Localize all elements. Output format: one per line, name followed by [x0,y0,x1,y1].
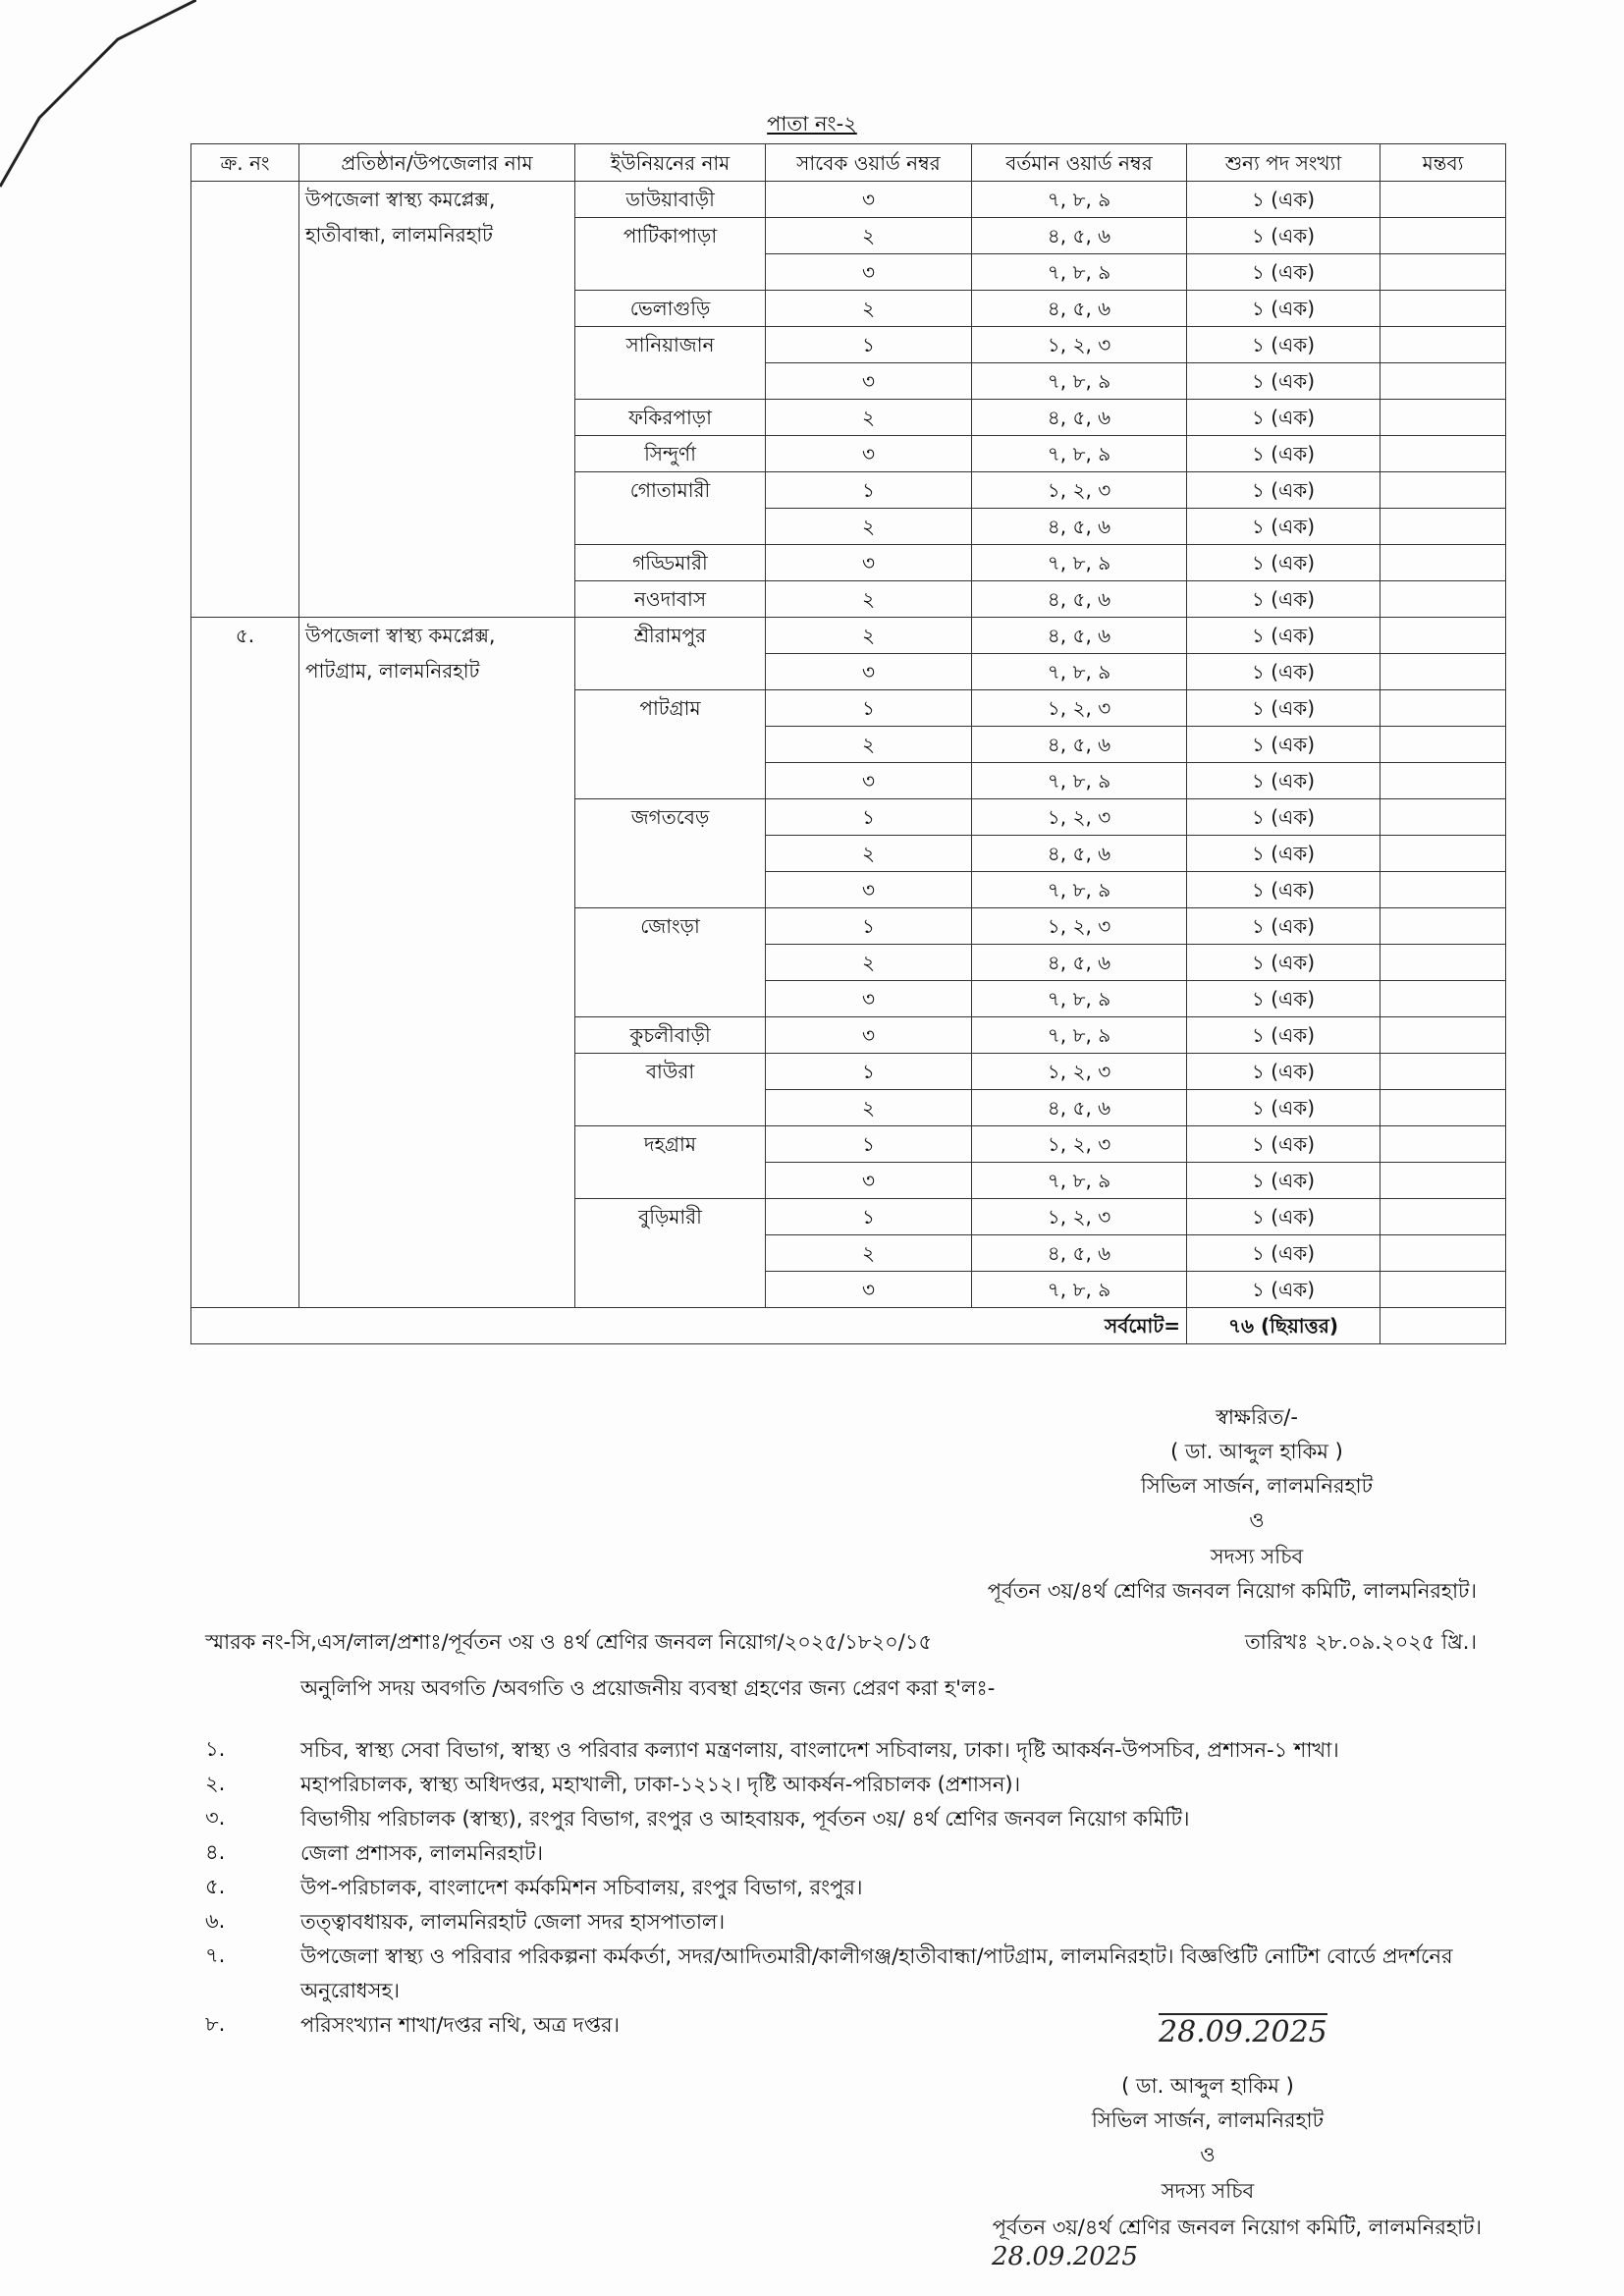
new-ward-cell: ১, ২, ৩ [972,1126,1187,1163]
vacancy-cell: ১ (এক) [1187,1163,1380,1199]
union-cell: পাটিকাপাড়া [575,218,766,291]
copy-item-number: ১. [205,1737,226,1761]
remarks-cell [1380,291,1506,327]
union-cell: সিন্দুর্ণা [575,436,766,472]
institution-cell: উপজেলা স্বাস্থ্য কমপ্লেক্স, হাতীবান্ধা, লালমনিরহাট [299,182,575,618]
table-row [191,618,1506,654]
vacancy-cell: ১ (এক) [1187,1090,1380,1126]
new-ward-cell: ৭, ৮, ৯ [972,182,1187,218]
remarks-cell [1380,872,1506,908]
new-ward-cell: ৭, ৮, ৯ [972,981,1187,1017]
header-serial: ক্র. নং [191,144,299,182]
remarks-cell [1380,1163,1506,1199]
new-ward-cell: ৭, ৮, ৯ [972,254,1187,291]
old-ward-cell: ২ [766,727,972,763]
new-ward-cell: ৪, ৫, ৬ [972,581,1187,618]
total-value: ৭৬ (ছিয়াত্তর) [1187,1308,1380,1344]
union-cell: নওদাবাস [575,581,766,618]
signatory2-title: সিভিল সার্জন, লালমনিরহাট [1091,2108,1325,2132]
copy-item-text: মহাপরিচালক, স্বাস্থ্য অধিদপ্তর, মহাখালী, ঢাকা-১২১২। দৃষ্টি আকর্ষন-পরিচালক (প্রশাসন)। [300,1773,1021,1796]
remarks-cell [1380,436,1506,472]
remarks-cell [1380,763,1506,799]
vacancy-table [190,143,1506,1344]
signatory-name: ( ডা. আব্দুল হাকিম ) [1170,1440,1343,1463]
remarks-cell [1380,363,1506,400]
header-institution: প্রতিষ্ঠান/উপজেলার নাম [299,144,575,182]
vacancy-cell: ১ (এক) [1187,799,1380,836]
old-ward-cell: ৩ [766,1163,972,1199]
remarks-cell [1380,908,1506,945]
old-ward-cell: ১ [766,1126,972,1163]
total-row [191,1308,1506,1344]
old-ward-cell: ৩ [766,545,972,581]
scan-fold-mark [0,0,196,196]
union-cell: পাটগ্রাম [575,690,766,799]
union-cell: বাউরা [575,1054,766,1126]
remarks-cell [1380,1054,1506,1090]
new-ward-cell: ৭, ৮, ৯ [972,1017,1187,1054]
copy-item-text: তত্ত্বাবধায়ক, লালমনিরহাট জেলা সদর হাসপাতাল। [300,1910,726,1934]
new-ward-cell: ১, ২, ৩ [972,472,1187,509]
vacancy-cell: ১ (এক) [1187,509,1380,545]
memo-number: স্মারক নং-সি,এস/লাল/প্রশাঃ/পূর্বতন ৩য় ও ৪র্থ শ্রেণির জনবল নিয়োগ/২০২৫/১৮২০/১৫ [205,1630,933,1654]
vacancy-cell: ১ (এক) [1187,472,1380,509]
copy-item-text: জেলা প্রশাসক, লালমনিরহাট। [300,1841,544,1865]
old-ward-cell: ১ [766,908,972,945]
union-cell: কুচলীবাড়ী [575,1017,766,1054]
vacancy-cell: ১ (এক) [1187,182,1380,218]
new-ward-cell: ১, ২, ৩ [972,1054,1187,1090]
old-ward-cell: ৩ [766,763,972,799]
union-cell: গোতামারী [575,472,766,545]
remarks-cell [1380,254,1506,291]
vacancy-cell: ১ (এক) [1187,945,1380,981]
copy-item-number: ৭. [205,1943,226,1967]
new-ward-cell: ৪, ৫, ৬ [972,618,1187,654]
handwritten-initial-date: 28.09.2025 [992,2242,1138,2271]
vacancy-cell: ১ (এক) [1187,400,1380,436]
old-ward-cell: ২ [766,581,972,618]
union-cell: ডাউয়াবাড়ী [575,182,766,218]
union-cell: ভেলাগুড়ি [575,291,766,327]
old-ward-cell: ২ [766,509,972,545]
vacancy-cell: ১ (এক) [1187,436,1380,472]
old-ward-cell: ৩ [766,1017,972,1054]
new-ward-cell: ৭, ৮, ৯ [972,763,1187,799]
signatory-and: ও [1249,1508,1265,1532]
old-ward-cell: ১ [766,690,972,727]
new-ward-cell: ৭, ৮, ৯ [972,363,1187,400]
vacancy-cell: ১ (এক) [1187,690,1380,727]
old-ward-cell: ১ [766,472,972,509]
new-ward-cell: ৭, ৮, ৯ [972,1163,1187,1199]
old-ward-cell: ৩ [766,981,972,1017]
signed-label: স্বাক্ষরিত/- [1216,1405,1298,1429]
old-ward-cell: ১ [766,799,972,836]
signatory-role: সদস্য সচিব [1210,1545,1304,1568]
header-old-ward: সাবেক ওয়ার্ড নম্বর [766,144,972,182]
new-ward-cell: ৭, ৮, ৯ [972,872,1187,908]
vacancy-cell: ১ (এক) [1187,545,1380,581]
old-ward-cell: ২ [766,218,972,254]
header-new-ward: বর্তমান ওয়ার্ড নম্বর [972,144,1187,182]
remarks-cell [1380,218,1506,254]
header-union: ইউনিয়নের নাম [575,144,766,182]
vacancy-cell: ১ (এক) [1187,1235,1380,1272]
header-remarks: মন্তব্য [1380,144,1506,182]
total-label: সর্বমোট= [191,1308,1187,1344]
signatory2-name: ( ডা. আব্দুল হাকিম ) [1121,2074,1294,2098]
signatory2-role: সদস্য সচিব [1161,2179,1255,2203]
remarks-cell [1380,509,1506,545]
vacancy-cell: ১ (এক) [1187,363,1380,400]
new-ward-cell: ৪, ৫, ৬ [972,727,1187,763]
old-ward-cell: ২ [766,618,972,654]
vacancy-cell: ১ (এক) [1187,763,1380,799]
union-cell: দহগ্রাম [575,1126,766,1199]
vacancy-cell: ১ (এক) [1187,618,1380,654]
old-ward-cell: ১ [766,1199,972,1235]
copy-item-number: ৩. [205,1806,226,1830]
old-ward-cell: ২ [766,945,972,981]
vacancy-cell: ১ (এক) [1187,1126,1380,1163]
signatory2-committee: পূর্বতন ৩য়/৪র্থ শ্রেণির জনবল নিয়োগ কমিটি, লালমনিরহাট। [992,2215,1482,2239]
old-ward-cell: ৩ [766,436,972,472]
old-ward-cell: ৩ [766,872,972,908]
remarks-cell [1380,400,1506,436]
union-cell: জগতবেড় [575,799,766,908]
remarks-cell [1380,1272,1506,1308]
remarks-cell [1380,581,1506,618]
old-ward-cell: ৩ [766,363,972,400]
header-vacancies: শুন্য পদ সংখ্যা [1187,144,1380,182]
new-ward-cell: ৭, ৮, ৯ [972,545,1187,581]
vacancy-cell: ১ (এক) [1187,1272,1380,1308]
copy-item-text: পরিসংখ্যান শাখা/দপ্তর নথি, অত্র দপ্তর। [300,2013,621,2037]
remarks-cell [1380,545,1506,581]
remarks-cell [1380,618,1506,654]
remarks-cell [1380,981,1506,1017]
vacancy-cell: ১ (এক) [1187,727,1380,763]
new-ward-cell: ১, ২, ৩ [972,690,1187,727]
new-ward-cell: ৪, ৫, ৬ [972,1235,1187,1272]
union-cell: সানিয়াজান [575,327,766,400]
remarks-cell [1380,1017,1506,1054]
union-cell: জোংড়া [575,908,766,1017]
copy-item-number: ৬. [205,1909,226,1933]
institution-cell: উপজেলা স্বাস্থ্য কমপ্লেক্স, পাটগ্রাম, লালমনিরহাট [299,618,575,1308]
union-cell: গড্ডিমারী [575,545,766,581]
page-number: পাতা নং-২ [767,112,857,136]
vacancy-cell: ১ (এক) [1187,981,1380,1017]
new-ward-cell: ৪, ৫, ৬ [972,1090,1187,1126]
signatory-committee: পূর্বতন ৩য়/৪র্থ শ্রেণির জনবল নিয়োগ কমিটি, লালমনিরহাট। [987,1579,1477,1603]
remarks-cell [1380,1199,1506,1235]
old-ward-cell: ১ [766,327,972,363]
handwritten-signature-date: 28.09.2025 [1159,2015,1327,2050]
vacancy-cell: ১ (এক) [1187,1199,1380,1235]
old-ward-cell: ৩ [766,654,972,690]
new-ward-cell: ৭, ৮, ৯ [972,436,1187,472]
remarks-cell [1380,836,1506,872]
remarks-cell [1380,945,1506,981]
new-ward-cell: ৭, ৮, ৯ [972,1272,1187,1308]
remarks-cell [1380,1126,1506,1163]
vacancy-cell: ১ (এক) [1187,836,1380,872]
copy-item-text: উপজেলা স্বাস্থ্য ও পরিবার পরিকল্পনা কর্মকর্তা, সদর/আদিতমারী/কালীগঞ্জ/হাতীবান্ধা/পাটগ্রাম, লালমনিরহাট। বিজ্ঞপ্তিটি নোটিশ বোর্ডে প্রদর্শনের অনুরোধসহ। [300,1944,1453,2002]
old-ward-cell: ৩ [766,182,972,218]
remarks-cell [1380,182,1506,218]
new-ward-cell: ৪, ৫, ৬ [972,509,1187,545]
copy-item-text: উপ-পরিচালক, বাংলাদেশ কর্মকমিশন সচিবালয়, রংপুর বিভাগ, রংপুর। [300,1876,863,1899]
new-ward-cell: ৪, ৫, ৬ [972,400,1187,436]
copy-item-number: ২. [205,1772,226,1795]
copy-item-text: সচিব, স্বাস্থ্য সেবা বিভাগ, স্বাস্থ্য ও পরিবার কল্যাণ মন্ত্রণলায়, বাংলাদেশ সচিবালয়, ঢাকা। দৃষ্টি আকর্ষন-উপসচিব, প্রশাসন-১ শাখা। [300,1738,1339,1762]
old-ward-cell: ২ [766,291,972,327]
remarks-cell [1380,327,1506,363]
vacancy-cell: ১ (এক) [1187,654,1380,690]
vacancy-cell: ১ (এক) [1187,218,1380,254]
union-cell: ফকিরপাড়া [575,400,766,436]
remarks-cell [1380,1090,1506,1126]
vacancy-cell: ১ (এক) [1187,581,1380,618]
union-cell: বুড়িমারী [575,1199,766,1308]
remarks-cell [1380,1235,1506,1272]
new-ward-cell: ১, ২, ৩ [972,908,1187,945]
memo-date: তারিখঃ ২৮.০৯.২০২৫ খ্রি.। [1244,1630,1477,1654]
old-ward-cell: ২ [766,836,972,872]
old-ward-cell: ৩ [766,1272,972,1308]
remarks-cell [1380,799,1506,836]
old-ward-cell: ৩ [766,254,972,291]
copy-intro: অনুলিপি সদয় অবগতি /অবগতি ও প্রয়োজনীয় ব্যবস্থা গ্রহণের জন্য প্রেরণ করা হ'লঃ- [300,1676,996,1700]
new-ward-cell: ১, ২, ৩ [972,327,1187,363]
signatory2-and: ও [1200,2143,1216,2166]
vacancy-cell: ১ (এক) [1187,254,1380,291]
old-ward-cell: ১ [766,1054,972,1090]
serial-cell [191,182,299,618]
new-ward-cell: ৭, ৮, ৯ [972,654,1187,690]
copy-item-number: ৮. [205,2012,226,2036]
copy-item-number: ৫. [205,1875,226,1898]
total-remarks [1380,1308,1506,1344]
signatory-title: সিভিল সার্জন, লালমনিরহাট [1140,1474,1374,1498]
vacancy-cell: ১ (এক) [1187,872,1380,908]
new-ward-cell: ৪, ৫, ৬ [972,291,1187,327]
serial-cell: ৫. [191,618,299,1308]
copy-item-text: বিভাগীয় পরিচালক (স্বাস্থ্য), রংপুর বিভাগ, রংপুর ও আহবায়ক, পূর্বতন ৩য়/ ৪র্থ শ্রেণির জনবল নিয়োগ কমিটি। [300,1807,1190,1831]
old-ward-cell: ২ [766,400,972,436]
new-ward-cell: ৪, ৫, ৬ [972,945,1187,981]
table-row [191,182,1506,218]
vacancy-cell: ১ (এক) [1187,327,1380,363]
old-ward-cell: ২ [766,1235,972,1272]
remarks-cell [1380,472,1506,509]
vacancy-cell: ১ (এক) [1187,1054,1380,1090]
union-cell: শ্রীরামপুর [575,618,766,690]
old-ward-cell: ২ [766,1090,972,1126]
new-ward-cell: ১, ২, ৩ [972,799,1187,836]
remarks-cell [1380,654,1506,690]
table-header-row [191,144,1506,182]
remarks-cell [1380,727,1506,763]
copy-item-number: ৪. [205,1840,226,1864]
vacancy-cell: ১ (এক) [1187,908,1380,945]
remarks-cell [1380,690,1506,727]
vacancy-cell: ১ (এক) [1187,291,1380,327]
new-ward-cell: ১, ২, ৩ [972,1199,1187,1235]
vacancy-cell: ১ (এক) [1187,1017,1380,1054]
new-ward-cell: ৪, ৫, ৬ [972,836,1187,872]
new-ward-cell: ৪, ৫, ৬ [972,218,1187,254]
